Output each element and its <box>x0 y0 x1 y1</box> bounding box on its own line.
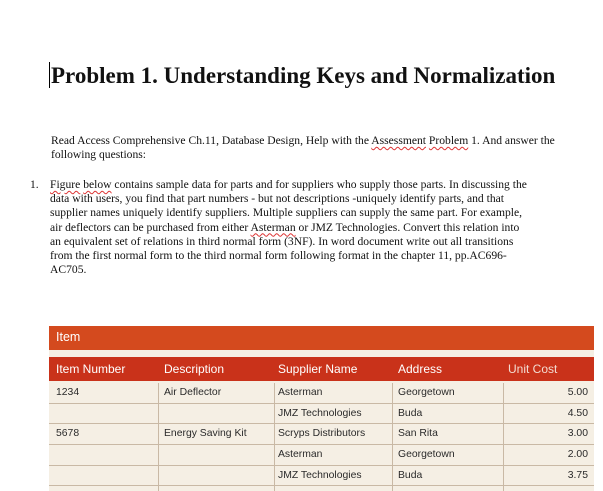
table-row <box>49 466 594 487</box>
cell-supplier-name: Asterman <box>278 387 323 398</box>
intro-word-problem: Problem <box>428 134 469 147</box>
cell-supplier-name: Asterman <box>278 449 323 461</box>
item-table <box>49 326 594 491</box>
cell-supplier-name: Scryps Distributors <box>278 428 366 440</box>
cell-unit-cost: 2.00 <box>567 449 588 461</box>
cell-supplier-name: JMZ Technologies <box>278 469 362 481</box>
header-unit-cost: Unit Cost <box>508 362 558 376</box>
intro-word-assessment: Assessment <box>371 134 427 147</box>
table-header-row <box>49 357 594 381</box>
table-row <box>49 383 594 404</box>
cell-address: Buda <box>398 469 423 481</box>
cell-unit-cost: 5.00 <box>567 387 588 398</box>
table-row <box>49 404 594 425</box>
cell-description: Air Deflector <box>164 387 222 398</box>
table-body <box>49 383 594 486</box>
question-word-asterman: Asterman <box>250 220 296 234</box>
cell-description: Energy Saving Kit <box>164 428 247 440</box>
cell-supplier-name: JMZ Technologies <box>278 407 362 419</box>
intro-text-1: Read Access Comprehensive Ch.11, Database Design, Help with the <box>51 134 372 147</box>
text-cursor <box>49 62 50 88</box>
header-supplier-name: Supplier Name <box>278 362 358 376</box>
cell-address: Georgetown <box>398 387 455 398</box>
cell-unit-cost: 4.50 <box>567 407 588 419</box>
table-row <box>49 445 594 466</box>
header-description: Description <box>164 362 225 376</box>
problem-title: Problem 1. Understanding Keys and Normalization <box>51 63 556 88</box>
table-title: Item <box>49 326 594 350</box>
cell-unit-cost: 3.75 <box>567 469 588 481</box>
intro-paragraph <box>51 134 561 162</box>
cell-item-number: 5678 <box>56 428 80 440</box>
table-row <box>49 424 594 445</box>
cell-address: Georgetown <box>398 449 455 461</box>
header-item-number: Item Number <box>56 362 126 376</box>
cell-unit-cost: 3.00 <box>567 428 588 440</box>
cell-item-number: 1234 <box>56 387 80 398</box>
cell-address: San Rita <box>398 428 438 440</box>
question-word-figure: Figure <box>50 178 81 191</box>
question-number: 1. <box>30 178 39 191</box>
question-text-2: or JMZ Technologies. Convert this relation into an equivalent set of relations in third normal form (3NF). In word document write out all transitions from the first normal form to the third normal form following format in the chapter 11, pp.AC696-AC705. <box>50 220 520 277</box>
question-word-below: below <box>83 178 112 191</box>
intro-text-3: 1. And answer the following questions: <box>51 134 555 161</box>
header-address: Address <box>398 362 443 376</box>
question-text <box>50 178 530 277</box>
question-text-1: contains sample data for parts and for suppliers who supply those parts. In discussing the data with users, you find that part numbers - but not descriptions -uniquely identify parts, and that supplier names uniquely identify suppliers. Multiple suppliers can supply the same part. For example, air deflectors can be purchased from either <box>50 178 527 234</box>
cell-address: Buda <box>398 407 423 419</box>
